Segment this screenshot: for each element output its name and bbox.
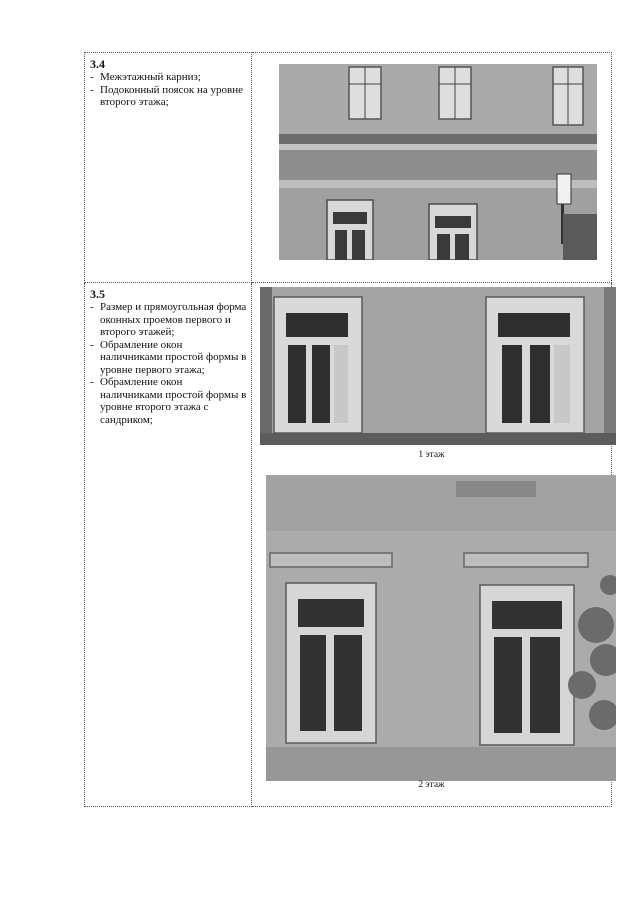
list-item: - Подоконный поясок на уровне второго этажа; (90, 83, 244, 108)
description-cell (85, 283, 252, 807)
photo-caption: 1 этаж (418, 450, 445, 460)
section-number: 3.5 (90, 287, 105, 301)
photo-cell (252, 283, 612, 807)
first-floor-windows-photo (260, 287, 616, 445)
description-cell (85, 53, 252, 283)
list-item: - Размер и прямоугольная форма оконных проемов первого и второго этажей; (90, 301, 247, 338)
feature-list (90, 301, 247, 426)
section-number: 3.4 (90, 57, 105, 71)
feature-list (90, 71, 247, 109)
table-row (85, 53, 612, 283)
photo-cell (252, 53, 612, 283)
table-row (85, 283, 612, 807)
heritage-features-table (84, 52, 612, 807)
list-item: - Обрамление окон наличниками простой формы в уровне первого этажа; (90, 338, 247, 376)
facade-cornice-photo (279, 64, 597, 260)
list-item: - Межэтажный карниз; (90, 71, 201, 83)
second-floor-windows-photo (266, 475, 616, 781)
list-item: - Обрамление окон наличниками простой формы в уровне второго этажа с сандриком; (90, 376, 247, 426)
photo-caption: 2 этаж (418, 780, 445, 790)
